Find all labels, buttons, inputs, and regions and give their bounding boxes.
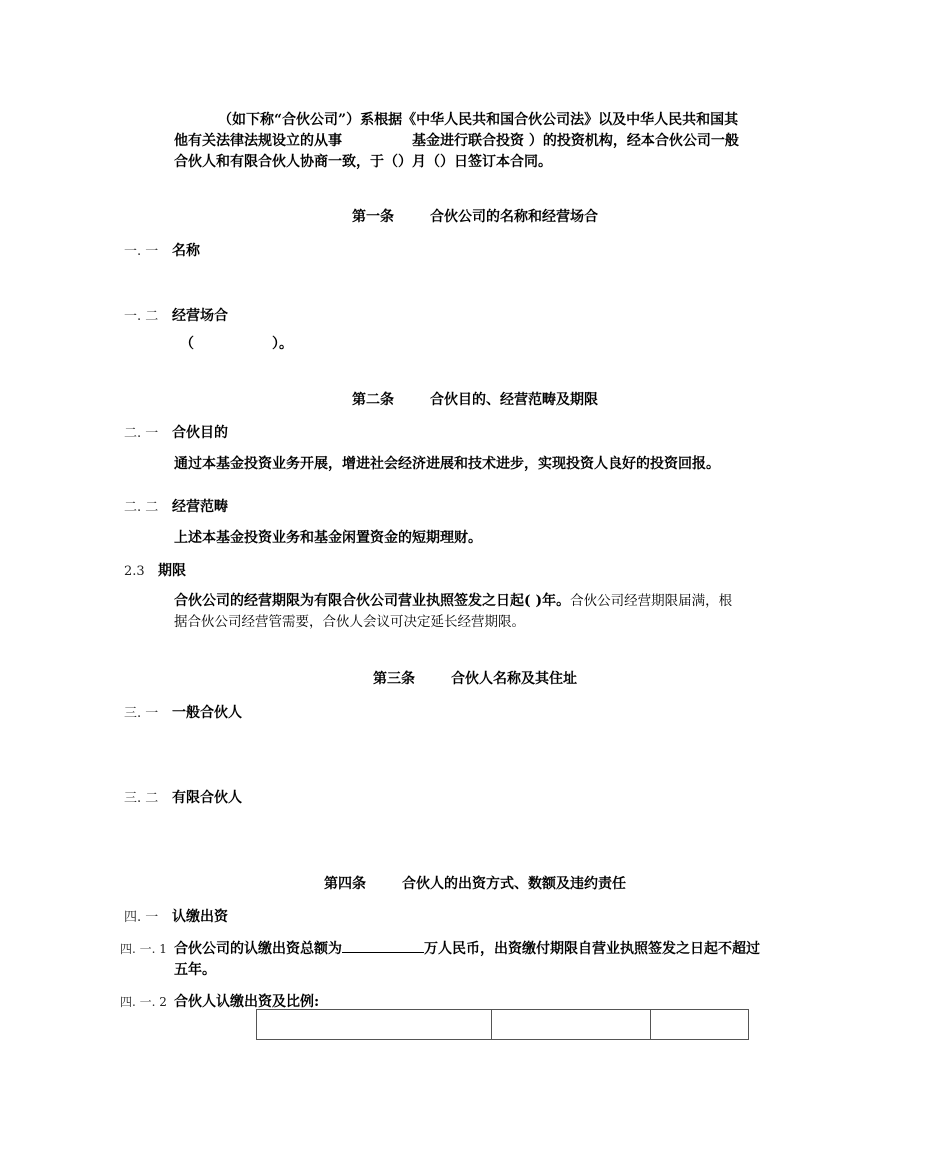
article-2-number: 第二条 [352, 392, 394, 408]
section-number: 四. 一 [124, 910, 159, 925]
table-cell[interactable] [257, 1010, 492, 1040]
section-title: 名称 [172, 243, 200, 259]
intro-line-2 [174, 131, 850, 152]
section-title: 认缴出资 [172, 909, 228, 925]
article-1-number: 第一条 [352, 209, 394, 225]
article-1-title: 合伙公司的名称和经营场合 [430, 209, 598, 225]
table-cell[interactable] [651, 1010, 749, 1040]
article-3-number: 第三条 [373, 671, 415, 687]
subscribed-total-tail: 万人民币，出资缴付期限自营业执照签发之日起不超过 [424, 941, 760, 957]
article-4-number: 第四条 [324, 876, 366, 892]
section-4-1-2 [120, 991, 319, 1011]
table-row [257, 1010, 749, 1040]
section-2-2-body: 上述本基金投资业务和基金闲置资金的短期理财。 [174, 530, 482, 546]
section-2-3 [124, 560, 186, 580]
contribution-table [256, 1009, 749, 1040]
intro-line-2-b: 基金进行联合投资 ）的投资机构，经本合伙公司一般 [412, 133, 739, 149]
section-title: 经营场合 [172, 308, 228, 324]
section-3-2 [124, 787, 242, 807]
section-title: 一般合伙人 [172, 705, 242, 721]
section-number: 一. 二 [124, 309, 159, 324]
section-title: 期限 [158, 563, 186, 579]
article-4-heading [0, 873, 950, 893]
article-2-title: 合伙目的、经营范畴及期限 [430, 392, 598, 408]
section-2-1 [124, 422, 228, 442]
article-3-title: 合伙人名称及其住址 [451, 671, 577, 687]
section-number: 一. 一 [124, 244, 159, 259]
article-4-title: 合伙人的出资方式、数额及违约责任 [402, 876, 626, 892]
section-title: 经营范畴 [172, 499, 228, 515]
section-4-1-1-line-2: 五年。 [174, 962, 216, 978]
intro-paragraph [174, 110, 850, 173]
section-number: 三. 一 [124, 706, 159, 721]
subscribed-total-label: 合伙公司的认缴出资总额为 [174, 941, 342, 957]
section-number: 2.3 [124, 564, 145, 579]
section-4-1-1 [120, 937, 760, 958]
table-cell[interactable] [492, 1010, 651, 1040]
term-bold-text: 合伙公司的经营期限为有限合伙公司营业执照签发之日起( )年。 [174, 593, 571, 609]
article-2-heading [0, 389, 950, 409]
section-1-1 [124, 240, 200, 260]
section-number: 四. 一. 2 [120, 995, 167, 1009]
section-number: 二. 二 [124, 500, 159, 515]
section-title: 合伙目的 [172, 425, 228, 441]
article-3-heading [0, 668, 950, 688]
section-2-3-line-2: 据合伙公司经营管需要，合伙人会议可决定延长经营期限。 [174, 614, 525, 630]
section-1-2 [124, 305, 228, 325]
subscribed-total-blank[interactable] [342, 937, 424, 953]
section-number: 二. 一 [124, 426, 159, 441]
intro-line-1: （如下称“合伙公司”）系根据《中华人民共和国合伙公司法》以及中华人民共和国其 [218, 112, 739, 128]
article-1-heading [0, 206, 950, 226]
intro-line-3: 合伙人和有限合伙人协商一致，于（）月（）日签订本合同。 [174, 154, 552, 170]
section-2-3-body [174, 591, 732, 633]
section-2-3-line-1 [174, 591, 732, 612]
intro-line-2-a: 他有关法律法规设立的从事 [174, 133, 342, 149]
section-number: 四. 一. 1 [120, 942, 167, 956]
term-normal-text: 合伙公司经营期限届满，根 [570, 593, 733, 609]
section-2-2 [124, 496, 228, 516]
section-title: 有限合伙人 [172, 790, 242, 806]
section-title: 合伙人认缴出资及比例: [174, 994, 320, 1010]
section-3-1 [124, 702, 242, 722]
section-number: 三. 二 [124, 791, 159, 806]
section-2-1-body: 通过本基金投资业务开展，增进社会经济进展和技术进步，实现投资人良好的投资回报。 [174, 456, 720, 472]
section-1-2-body: （ ）。 [180, 336, 293, 352]
section-4-1 [124, 906, 228, 926]
